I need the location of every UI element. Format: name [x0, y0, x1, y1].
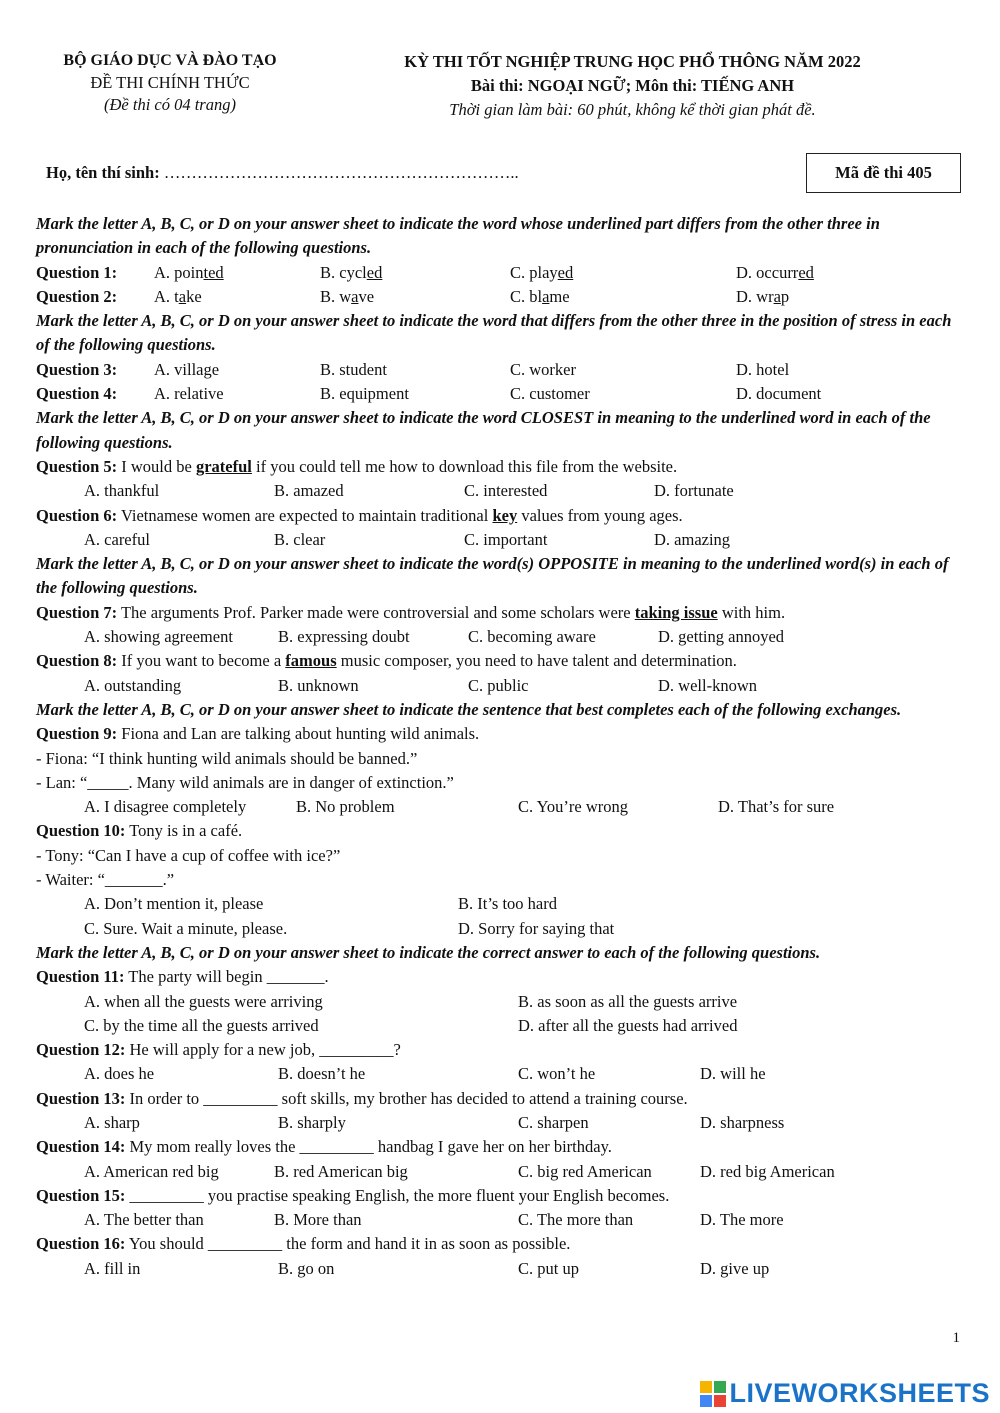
question-12-stem: [36, 1038, 966, 1062]
question-5-stem: [36, 455, 966, 479]
stem-text: with him.: [717, 602, 786, 622]
question-11-stem: [36, 965, 966, 989]
option-a[interactable]: A. relative: [154, 384, 224, 404]
option-d[interactable]: D. That’s for sure: [718, 797, 835, 817]
question-label: Question 15:: [36, 1185, 126, 1205]
option-a[interactable]: A. The better than: [84, 1210, 204, 1230]
question-15-stem: [36, 1184, 966, 1208]
question-6-options: [36, 528, 966, 552]
option-c[interactable]: C. blame: [510, 286, 570, 306]
option-c[interactable]: C. sharpen: [518, 1112, 589, 1132]
stem-text: I would be: [117, 456, 196, 476]
option-c[interactable]: C. important: [464, 529, 548, 549]
stem-text: The party will begin _______.: [124, 967, 329, 987]
question-label: Question 6:: [36, 505, 118, 525]
page-number: 1: [952, 1330, 960, 1346]
option-c[interactable]: C. Sure. Wait a minute, please.: [84, 918, 288, 938]
option-b[interactable]: B. equipment: [320, 384, 409, 404]
stem-text: If you want to become a: [117, 651, 286, 671]
option-a[interactable]: A. thankful: [84, 481, 160, 501]
question-10-options-row1: [36, 892, 966, 916]
page-count: (Đề thi có 04 trang): [104, 95, 236, 114]
option-c[interactable]: C. put up: [518, 1258, 579, 1278]
time-limit: Thời gian làm bài: 60 phút, không kể thời gian phát đề.: [449, 100, 816, 119]
option-a[interactable]: A. fill in: [84, 1258, 141, 1278]
question-label: Question 2:: [36, 286, 118, 306]
underlined-word: famous: [285, 651, 337, 671]
dialogue-line: - Lan: “_____. Many wild animals are in danger of extinction.”: [36, 772, 454, 792]
question-label: Question 14:: [36, 1137, 126, 1157]
question-label: Question 1:: [36, 262, 118, 282]
question-16-stem: [36, 1232, 966, 1256]
question-label: Question 12:: [36, 1040, 126, 1060]
question-label: Question 11:: [36, 967, 125, 987]
option-a[interactable]: A. sharp: [84, 1112, 140, 1132]
question-16-options: [36, 1257, 966, 1281]
question-label: Question 9:: [36, 724, 118, 744]
question-1: [36, 261, 966, 285]
option-b[interactable]: B. amazed: [274, 481, 344, 501]
question-15-options: [36, 1208, 966, 1232]
option-b[interactable]: B. More than: [274, 1210, 362, 1230]
stem-text: The arguments Prof. Parker made were controversial and some scholars were: [117, 602, 635, 622]
question-8-options: [36, 674, 966, 698]
option-d[interactable]: D. red big American: [700, 1161, 835, 1181]
question-10-options-row2: [36, 917, 966, 941]
subject: Bài thi: NGOẠI NGỮ; Môn thi: TIẾNG ANH: [470, 76, 795, 95]
option-c[interactable]: C. customer: [510, 384, 590, 404]
question-2: [36, 285, 966, 309]
instruction-closest: Mark the letter A, B, C, or D on your answer sheet to indicate the word CLOSEST in meaning to the underlined word in each of the following questions.: [36, 408, 931, 452]
option-a[interactable]: A. American red big: [84, 1161, 219, 1181]
option-d[interactable]: D. document: [736, 384, 822, 404]
question-label: Question 16:: [36, 1234, 126, 1254]
option-a[interactable]: A. does he: [84, 1064, 155, 1084]
instruction-pronunciation: Mark the letter A, B, C, or D on your answer sheet to indicate the word whose underlined part differs from the other three in pronunciation in each of the following questions.: [36, 214, 880, 258]
stem-text: music composer, you need to have talent and determination.: [336, 651, 737, 671]
underlined-word: grateful: [195, 456, 252, 476]
option-b[interactable]: B. wave: [320, 286, 375, 306]
option-d[interactable]: D. will he: [700, 1064, 766, 1084]
question-7-stem: [36, 601, 966, 625]
instruction-opposite: Mark the letter A, B, C, or D on your answer sheet to indicate the word(s) OPPOSITE in meaning to the underlined word(s) in each of the following questions.: [36, 554, 949, 598]
dialogue-line: - Waiter: “_______.”: [36, 870, 175, 890]
option-d[interactable]: D. sharpness: [700, 1112, 785, 1132]
option-d[interactable]: D. wrap: [736, 286, 790, 306]
option-b[interactable]: B. unknown: [278, 675, 359, 695]
question-14-options: [36, 1160, 966, 1184]
question-label: Question 4:: [36, 384, 118, 404]
question-10-stem: [36, 819, 966, 843]
option-b[interactable]: B. clear: [274, 529, 326, 549]
option-a[interactable]: A. take: [154, 286, 202, 306]
option-b[interactable]: B. It’s too hard: [458, 894, 557, 914]
question-13-options: [36, 1111, 966, 1135]
question-5-options: [36, 479, 966, 503]
question-6-stem: [36, 504, 966, 528]
stem-text: You should _________ the form and hand it in as soon as possible.: [125, 1234, 571, 1254]
instruction-stress: Mark the letter A, B, C, or D on your answer sheet to indicate the word that differs from the other three in the position of stress in each of the following questions.: [36, 311, 952, 355]
stem-text: Tony is in a café.: [125, 821, 243, 841]
dialogue-line: - Fiona: “I think hunting wild animals should be banned.”: [36, 748, 418, 768]
option-c[interactable]: C. big red American: [518, 1161, 652, 1181]
option-d[interactable]: D. after all the guests had arrived: [518, 1015, 738, 1035]
option-c[interactable]: C. interested: [464, 481, 548, 501]
question-label: Question 3:: [36, 359, 118, 379]
instruction-correct: Mark the letter A, B, C, or D on your answer sheet to indicate the correct answer to each of the following questions.: [36, 942, 821, 962]
stem-text: In order to _________ soft skills, my brother has decided to attend a training course.: [125, 1088, 688, 1108]
option-b[interactable]: B. student: [320, 359, 387, 379]
question-12-options: [36, 1062, 966, 1086]
stem-text: Vietnamese women are expected to maintain traditional: [117, 505, 493, 525]
stem-text: My mom really loves the _________ handbag I gave her on her birthday.: [125, 1137, 612, 1157]
header-left: [20, 50, 320, 116]
option-b[interactable]: B. doesn’t he: [278, 1064, 366, 1084]
question-4: [36, 382, 966, 406]
option-a[interactable]: A. outstanding: [84, 675, 182, 695]
option-d[interactable]: D. well-known: [658, 675, 757, 695]
question-9-stem: [36, 722, 966, 746]
question-label: Question 7:: [36, 602, 118, 622]
option-a[interactable]: A. Don’t mention it, please: [84, 894, 264, 914]
question-11-options-row2: [36, 1014, 966, 1038]
stem-text: if you could tell me how to download this file from the website.: [251, 456, 678, 476]
option-a[interactable]: A. careful: [84, 529, 150, 549]
option-c[interactable]: C. won’t he: [518, 1064, 596, 1084]
ministry: BỘ GIÁO DỤC VÀ ĐÀO TẠO: [63, 52, 277, 69]
option-b[interactable]: B. sharply: [278, 1112, 346, 1132]
option-d[interactable]: D. The more: [700, 1210, 784, 1230]
question-label: Question 5:: [36, 456, 118, 476]
question-14-stem: [36, 1135, 966, 1159]
stem-text: Fiona and Lan are talking about hunting wild animals.: [117, 724, 480, 744]
option-a[interactable]: A. pointed: [154, 262, 224, 282]
name-dots: ………………………………………………………..: [163, 163, 519, 182]
option-a[interactable]: A. when all the guests were arriving: [84, 991, 323, 1011]
name-label: Họ, tên thí sinh:: [46, 163, 160, 182]
option-c[interactable]: C. The more than: [518, 1210, 634, 1230]
question-7-options: [36, 625, 966, 649]
liveworksheets-logo-icon: [700, 1381, 726, 1407]
question-9-options: [36, 795, 966, 819]
option-c[interactable]: C. becoming aware: [468, 627, 596, 647]
option-a[interactable]: A. showing agreement: [84, 627, 233, 647]
exam-code-box: [806, 153, 961, 193]
brand-text: LIVEWORKSHEETS: [729, 1378, 990, 1408]
option-d[interactable]: D. getting annoyed: [658, 627, 785, 647]
option-c[interactable]: C. by the time all the guests arrived: [84, 1015, 319, 1035]
question-label: Question 13:: [36, 1088, 126, 1108]
instruction-exchange: Mark the letter A, B, C, or D on your answer sheet to indicate the sentence that best completes each of the following exchanges.: [36, 699, 902, 719]
exam-title: KỲ THI TỐT NGHIỆP TRUNG HỌC PHỔ THÔNG NĂM 2022: [404, 52, 861, 71]
question-11-options-row1: [36, 990, 966, 1014]
option-d[interactable]: D. give up: [700, 1258, 770, 1278]
option-d[interactable]: D. fortunate: [654, 481, 734, 501]
stem-text: He will apply for a new job, _________?: [125, 1040, 401, 1060]
option-c[interactable]: C. You’re wrong: [518, 797, 629, 817]
underlined-word: key: [492, 505, 518, 525]
option-c[interactable]: C. public: [468, 675, 529, 695]
option-b[interactable]: B. cycled: [320, 262, 383, 282]
exam-code: Mã đề thi 405: [835, 163, 932, 182]
option-d[interactable]: D. occurred: [736, 262, 814, 282]
option-d[interactable]: D. hotel: [736, 359, 790, 379]
header-right: [365, 50, 900, 122]
option-b[interactable]: B. as soon as all the guests arrive: [518, 991, 738, 1011]
option-b[interactable]: B. go on: [278, 1258, 335, 1278]
option-c[interactable]: C. worker: [510, 359, 576, 379]
liveworksheets-brand[interactable]: [700, 1378, 990, 1409]
question-13-stem: [36, 1087, 966, 1111]
question-content: [36, 212, 966, 1281]
option-b[interactable]: B. expressing doubt: [278, 627, 410, 647]
question-8-stem: [36, 649, 966, 673]
option-a[interactable]: A. I disagree completely: [84, 797, 247, 817]
question-label: Question 10:: [36, 821, 126, 841]
option-d[interactable]: D. amazing: [654, 529, 731, 549]
candidate-name-line: [46, 163, 519, 183]
underlined-word: taking issue: [634, 602, 718, 622]
question-label: Question 8:: [36, 651, 118, 671]
option-a[interactable]: A. village: [154, 359, 220, 379]
official-label: ĐỀ THI CHÍNH THỨC: [90, 73, 250, 92]
option-c[interactable]: C. played: [510, 262, 574, 282]
option-d[interactable]: D. Sorry for saying that: [458, 918, 615, 938]
stem-text: values from young ages.: [517, 505, 683, 525]
stem-text: _________ you practise speaking English, the more fluent your English becomes.: [125, 1185, 670, 1205]
dialogue-line: - Tony: “Can I have a cup of coffee with ice?”: [36, 845, 341, 865]
option-b[interactable]: B. red American big: [274, 1161, 408, 1181]
option-b[interactable]: B. No problem: [296, 797, 395, 817]
question-3: [36, 358, 966, 382]
